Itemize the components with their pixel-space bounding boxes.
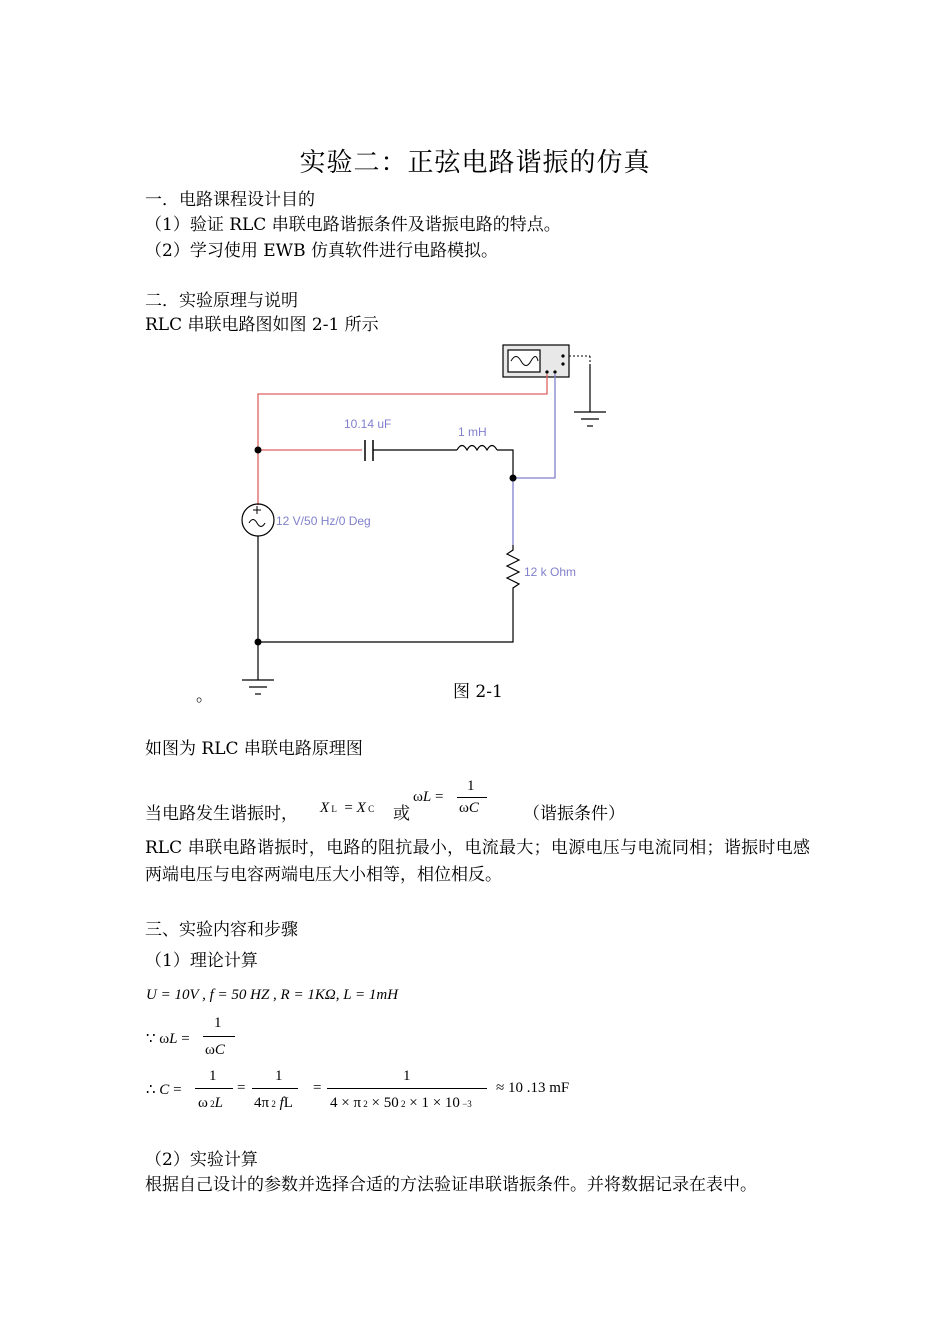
junction-dot [510,475,517,482]
stray-dot: 。 [196,686,213,706]
scope-ground-icon [574,364,606,426]
resonance-explanation: RLC 串联电路谐振时，电路的阻抗最小，电流最大；电源电压与电流同相；谐振时电感两端电压与电容两端电压大小相等，相位相反。 [145,838,810,885]
section1-item-1: （1）验证 RLC 串联电路谐振条件及谐振电路的特点。 [145,215,561,235]
figure-caption: 图 2-1 [453,682,503,702]
experiment-task: 根据自己设计的参数并选择合适的方法验证串联谐振条件。并将数据记录在表中。 [145,1175,757,1195]
red-wire [258,374,547,450]
section1-heading: 一．电路课程设计目的 [145,190,315,210]
capacitance-result: ≈ 10 .13 mF [496,1080,570,1096]
capacitor-label: 10.14 uF [344,417,392,431]
circuit-intro: RLC 串联电路图如图 2-1 所示 [145,315,379,335]
xl-equals-xc: X L = X C [320,800,375,816]
capacitor-icon [365,440,457,461]
therefore-equation: ∴ C = [146,1082,182,1098]
fraction-bar [457,797,487,798]
condition-note: （谐振条件） [523,804,625,824]
ground-icon [242,680,274,694]
junction-dot [255,447,262,454]
condition-or: 或 [393,804,410,824]
inductor-icon [457,446,513,479]
theory-subheading: （1）理论计算 [145,951,258,971]
experiment-subheading: （2）实验计算 [145,1150,258,1170]
circuit-description: 如图为 RLC 串联电路原理图 [145,739,363,759]
omega-l-equals: ωL = [413,789,444,805]
section1-item-2: （2）学习使用 EWB 仿真软件进行电路模拟。 [145,241,498,261]
junction-dot [255,639,262,646]
inductor-label: 1 mH [458,425,487,439]
given-values: U = 10V , f = 50 HZ , R = 1KΩ, L = 1mH [146,987,399,1003]
oscilloscope-icon [503,345,590,377]
resistor-icon [258,545,519,642]
because-equation: ∵ ωL = [146,1031,190,1047]
condition-prefix: 当电路发生谐振时， [145,804,298,824]
blue-wire [513,374,555,545]
page-title: 实验二：正弦电路谐振的仿真 [299,148,651,178]
resistor-label: 12 k Ohm [524,565,577,579]
section3-heading: 三、实验内容和步骤 [145,920,298,940]
source-label: 12 V/50 Hz/0 Deg [276,514,371,528]
ac-source-icon [242,504,274,680]
section2-heading: 二．实验原理与说明 [145,291,298,311]
